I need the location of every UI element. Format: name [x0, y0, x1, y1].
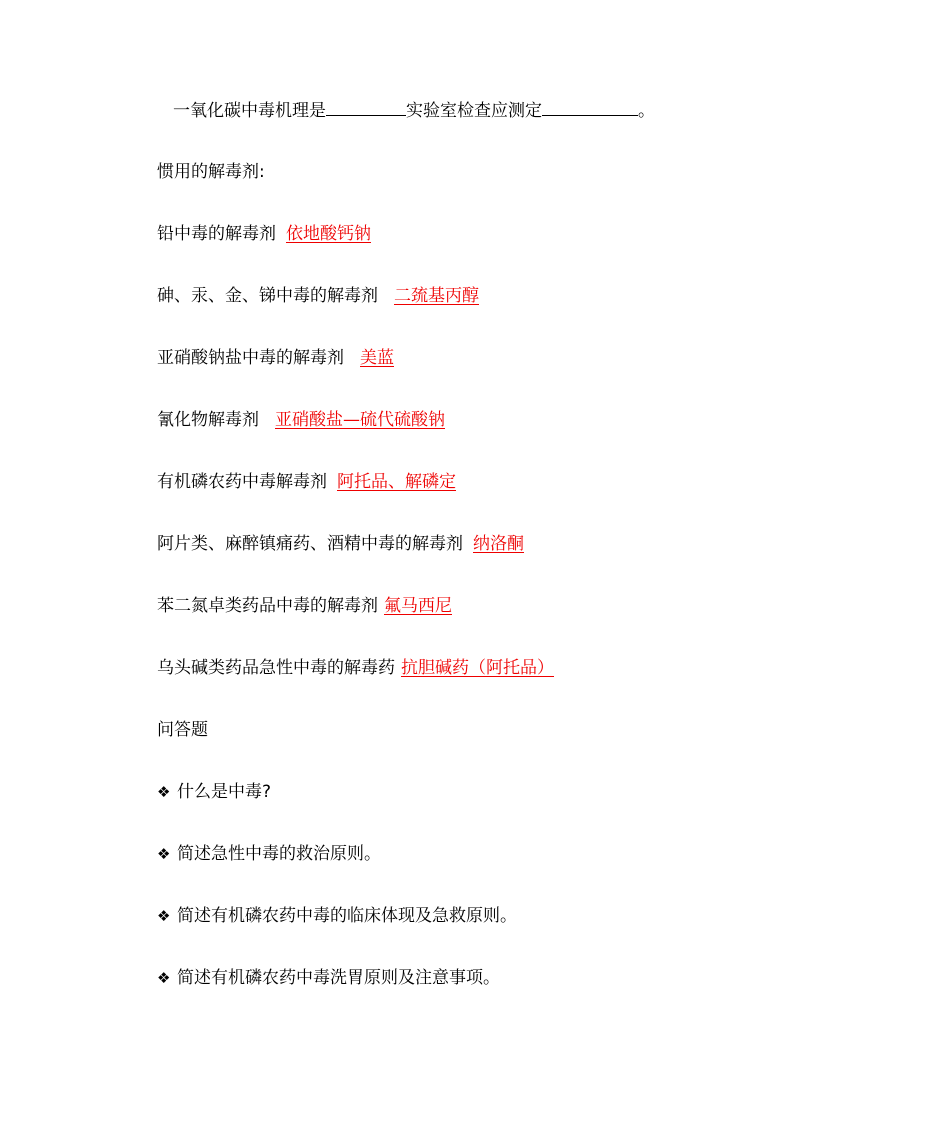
antidote-answer: 阿托品、解磷定 [337, 472, 456, 492]
antidote-answer: 依地酸钙钠 [286, 224, 371, 244]
antidote-row [157, 284, 479, 308]
question-item [157, 904, 517, 928]
antidote-answer: 美蓝 [360, 348, 394, 368]
poison-label: 氰化物解毒剂 [157, 410, 259, 430]
antidote-row [157, 222, 371, 246]
diamond-bullet-icon: ❖ [157, 969, 171, 987]
fill-blank-text-1: 一氧化碳中毒机理是 [173, 101, 326, 121]
blank-1 [326, 98, 406, 116]
poison-label: 乌头碱类药品急性中毒的解毒药 [157, 658, 395, 678]
diamond-bullet-icon: ❖ [157, 783, 171, 801]
antidote-row [157, 594, 452, 618]
antidote-row [157, 408, 445, 432]
question-item [157, 780, 271, 804]
poison-label: 铅中毒的解毒剂 [157, 224, 276, 244]
poison-label: 有机磷农药中毒解毒剂 [157, 472, 327, 492]
antidote-row [157, 656, 554, 680]
antidote-answer: 纳洛酮 [473, 534, 524, 554]
question-text: 什么是中毒? [177, 782, 272, 802]
question-item [157, 966, 500, 990]
question-text: 简述有机磷农药中毒的临床体现及急救原则。 [177, 906, 517, 926]
poison-label: 阿片类、麻醉镇痛药、酒精中毒的解毒剂 [157, 534, 463, 554]
antidote-row [157, 346, 394, 370]
antidote-answer: 抗胆碱药（阿托品） [401, 658, 554, 678]
antidote-row [157, 532, 524, 556]
antidote-answer: 二巯基丙醇 [394, 286, 479, 306]
diamond-bullet-icon: ❖ [157, 907, 171, 925]
poison-label: 亚硝酸钠盐中毒的解毒剂 [157, 348, 344, 368]
antidote-heading: 惯用的解毒剂: [157, 162, 265, 182]
qa-heading: 问答题 [157, 720, 208, 740]
fill-blank-text-2: 实验室检查应测定 [406, 101, 542, 121]
diamond-bullet-icon: ❖ [157, 845, 171, 863]
question-text: 简述急性中毒的救治原则。 [177, 844, 381, 864]
poison-label: 苯二氮卓类药品中毒的解毒剂 [157, 596, 378, 616]
antidote-row [157, 470, 456, 494]
fill-blank-line [173, 98, 655, 123]
question-item [157, 842, 381, 866]
antidote-answer: 亚硝酸盐—硫代硫酸钠 [275, 410, 445, 430]
blank-2 [542, 98, 638, 116]
question-text: 简述有机磷农药中毒洗胃原则及注意事项。 [177, 968, 500, 988]
fill-blank-end: 。 [638, 101, 655, 121]
poison-label: 砷、汞、金、锑中毒的解毒剂 [157, 286, 378, 306]
antidote-answer: 氟马西尼 [384, 596, 452, 616]
